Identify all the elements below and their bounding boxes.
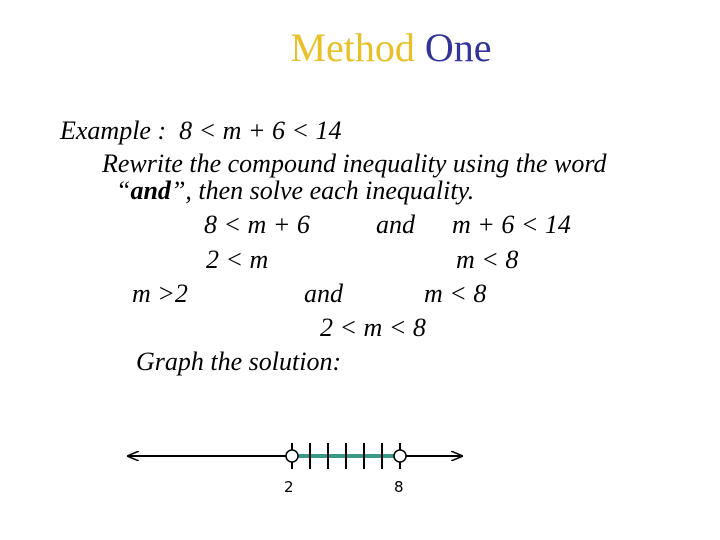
number-line-svg xyxy=(120,438,470,498)
graph-instruction: Graph the solution: xyxy=(136,347,342,376)
number-line-graph xyxy=(120,438,470,498)
inequality-left-3: m >2 xyxy=(132,279,188,308)
open-circle-lower xyxy=(286,450,298,462)
inequality-left-2: 2 < m xyxy=(206,245,269,274)
keyword-and: and xyxy=(130,176,171,205)
slide-title xyxy=(0,22,720,74)
upper-bound-label: 8 xyxy=(394,478,404,496)
inequality-right-3: m < 8 xyxy=(424,279,487,308)
open-circle-upper xyxy=(394,450,406,462)
lower-bound-label: 2 xyxy=(284,478,294,496)
and-connector-2: and xyxy=(304,279,343,308)
rewrite-instruction-line2 xyxy=(116,176,474,206)
inequality-left-1: 8 < m + 6 xyxy=(204,210,310,239)
title-word-one: One xyxy=(424,25,492,70)
and-connector-1: and xyxy=(376,210,415,239)
rewrite-instruction-line1: Rewrite the compound inequality using the word xyxy=(102,149,607,178)
example-line: Example : 8 < m + 6 < 14 xyxy=(60,116,342,145)
inequality-right-1: m + 6 < 14 xyxy=(452,210,571,239)
rewrite-rest: ”, then solve each inequality. xyxy=(170,176,475,205)
combined-inequality: 2 < m < 8 xyxy=(320,313,426,342)
title-word-method: Method xyxy=(290,25,415,70)
inequality-right-2: m < 8 xyxy=(456,245,519,274)
open-quote: “ xyxy=(116,176,131,205)
